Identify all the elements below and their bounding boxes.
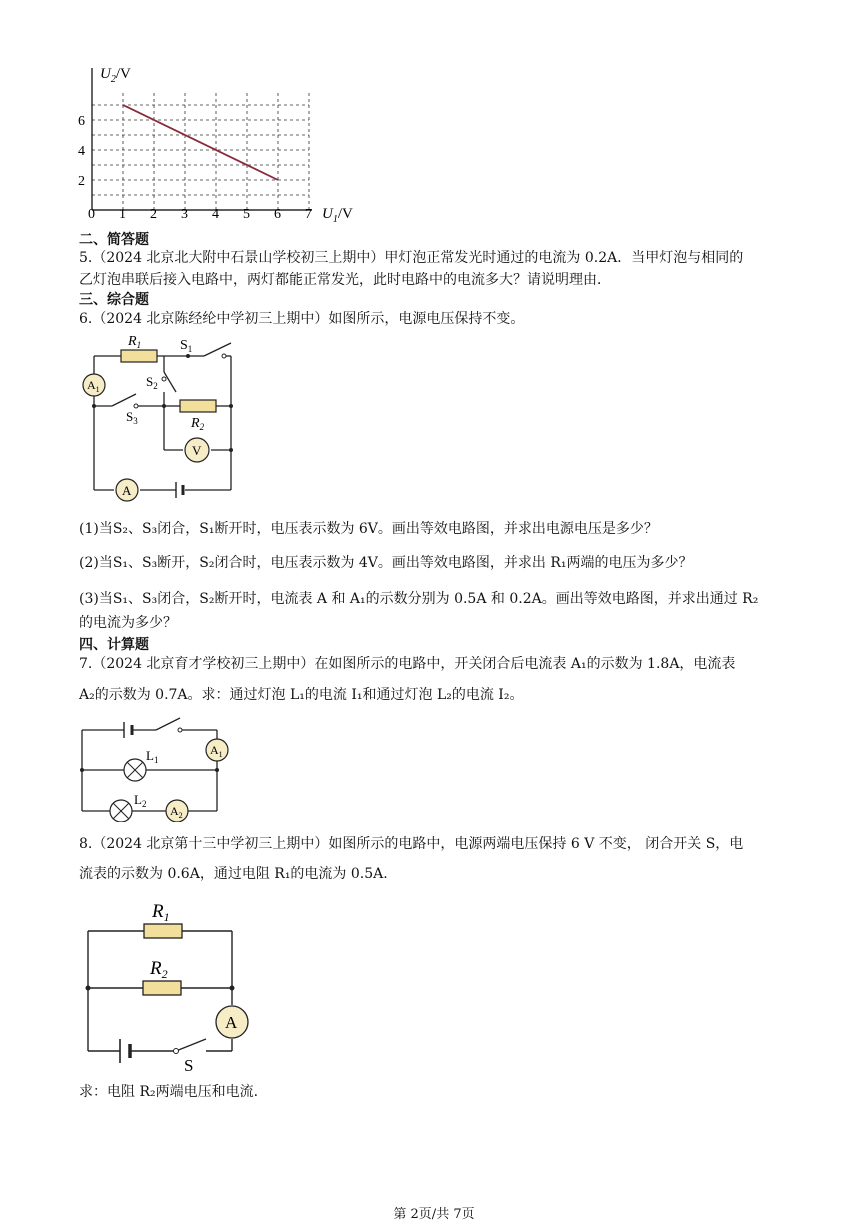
x-tick-label: 1 xyxy=(119,207,126,222)
x-tick-label: 5 xyxy=(243,207,250,222)
series-line xyxy=(123,105,278,180)
q6-intro: 6.（2024 北京陈经纶中学初三上期中）如图所示，电源电压保持不变。 xyxy=(79,311,525,327)
q6-part-2: (2)当S₁、S₃断开，S₂闭合时，电压表示数为 4V。画出等效电路图，并求出 R₁两端的电压为多少？ xyxy=(79,555,693,571)
resistor-r1 xyxy=(144,924,182,938)
svg-text:R1: $R_1$ xyxy=(128,334,142,350)
svg-text:A: A xyxy=(122,483,132,498)
q5-line-2: 乙灯泡串联后接入电路中，两灯都能正常发光，此时电路中的电流多大？请说明理由． xyxy=(79,272,611,288)
q5-line-1: 5.（2024 北京北大附中石景山学校初三上期中）甲灯泡正常发光时通过的电流为 0.2A．当甲灯泡与相同的 xyxy=(79,250,744,266)
svg-text:S3: $S_3$ xyxy=(126,409,138,426)
svg-text:A1: $A_1$ xyxy=(210,743,223,759)
q6-part-3-line-1: (3)当S₁、S₃闭合，S₂断开时，电流表 A 和 A₁的示数分别为 0.5A 和 0.2A。画出等效电路图，并求出通过 R₂ xyxy=(79,591,759,607)
y-axis-label: $U_2/V$ xyxy=(100,66,131,85)
section-2-heading: 二、简答题 xyxy=(79,232,149,248)
svg-text:A1: $A_1$ xyxy=(87,378,100,394)
svg-text:L2: $L_2$ xyxy=(134,792,147,809)
x-tick-label: 2 xyxy=(150,207,157,222)
q7-line-2: A₂的示数为 0.7A。求：通过灯泡 L₁的电流 I₁和通过灯泡 L₂的电流 I₂。 xyxy=(79,687,524,703)
q8-ask: 求：电阻 R₂两端电压和电流. xyxy=(79,1084,259,1100)
q6-part-3-line-2: 的电流为多少？ xyxy=(79,615,177,631)
u2-u1-chart xyxy=(70,58,370,228)
q6-part-1: (1)当S₂、S₃闭合，S₁断开时，电压表示数为 6V。画出等效电路图，并求出电源电压是多少？ xyxy=(79,521,658,537)
svg-text:A2: $A_2$ xyxy=(170,804,183,820)
svg-text:V: V xyxy=(192,443,202,458)
y-tick-label: 6 xyxy=(78,114,85,129)
y-tick-label: 2 xyxy=(78,174,85,189)
section-3-heading: 三、综合题 xyxy=(79,292,149,308)
x-tick-label: 0 xyxy=(88,207,95,222)
y-tick-labels xyxy=(78,114,85,189)
svg-text:S: S xyxy=(184,1056,194,1075)
svg-text:A: A xyxy=(225,1013,238,1032)
x-axis-label: $U_1/V$ xyxy=(322,206,353,225)
x-tick-label: 3 xyxy=(181,207,188,222)
svg-text:R2: $R_2$ xyxy=(191,416,205,432)
svg-text:R2: $R_2$ xyxy=(150,958,168,981)
q7-circuit-diagram xyxy=(76,712,236,822)
svg-text:R1: $R_1$ xyxy=(152,901,170,924)
x-tick-labels xyxy=(88,207,312,222)
svg-text:S1: $S_1$ xyxy=(180,338,193,354)
q8-line-2: 流表的示数为 0.6A，通过电阻 R₁的电流为 0.5A. xyxy=(79,866,388,882)
resistor-r2 xyxy=(180,400,216,412)
x-tick-label: 7 xyxy=(305,207,312,222)
svg-text:L1: $L_1$ xyxy=(146,748,159,765)
x-tick-label: 4 xyxy=(212,207,219,222)
q7-line-1: 7.（2024 北京育才学校初三上期中）在如图所示的电路中，开关闭合后电流表 A₁的示数为 1.8A，电流表 xyxy=(79,656,736,672)
page-footer: 第 2页/共 7页 xyxy=(393,1207,475,1222)
chart-grid xyxy=(92,93,309,210)
y-tick-label: 4 xyxy=(78,144,85,159)
resistor-r1 xyxy=(121,350,157,362)
q8-line-1: 8.（2024 北京第十三中学初三上期中）如图所示的电路中，电源两端电压保持 6 V 不变， 闭合开关 S，电 xyxy=(79,836,744,852)
section-4-heading: 四、计算题 xyxy=(79,637,149,653)
q8-circuit-diagram xyxy=(80,893,255,1078)
chart-series xyxy=(123,105,278,180)
q6-circuit-diagram xyxy=(76,332,246,502)
x-tick-label: 6 xyxy=(274,207,281,222)
resistor-r2 xyxy=(143,981,181,995)
svg-text:S2: $S_2$ xyxy=(146,374,158,391)
